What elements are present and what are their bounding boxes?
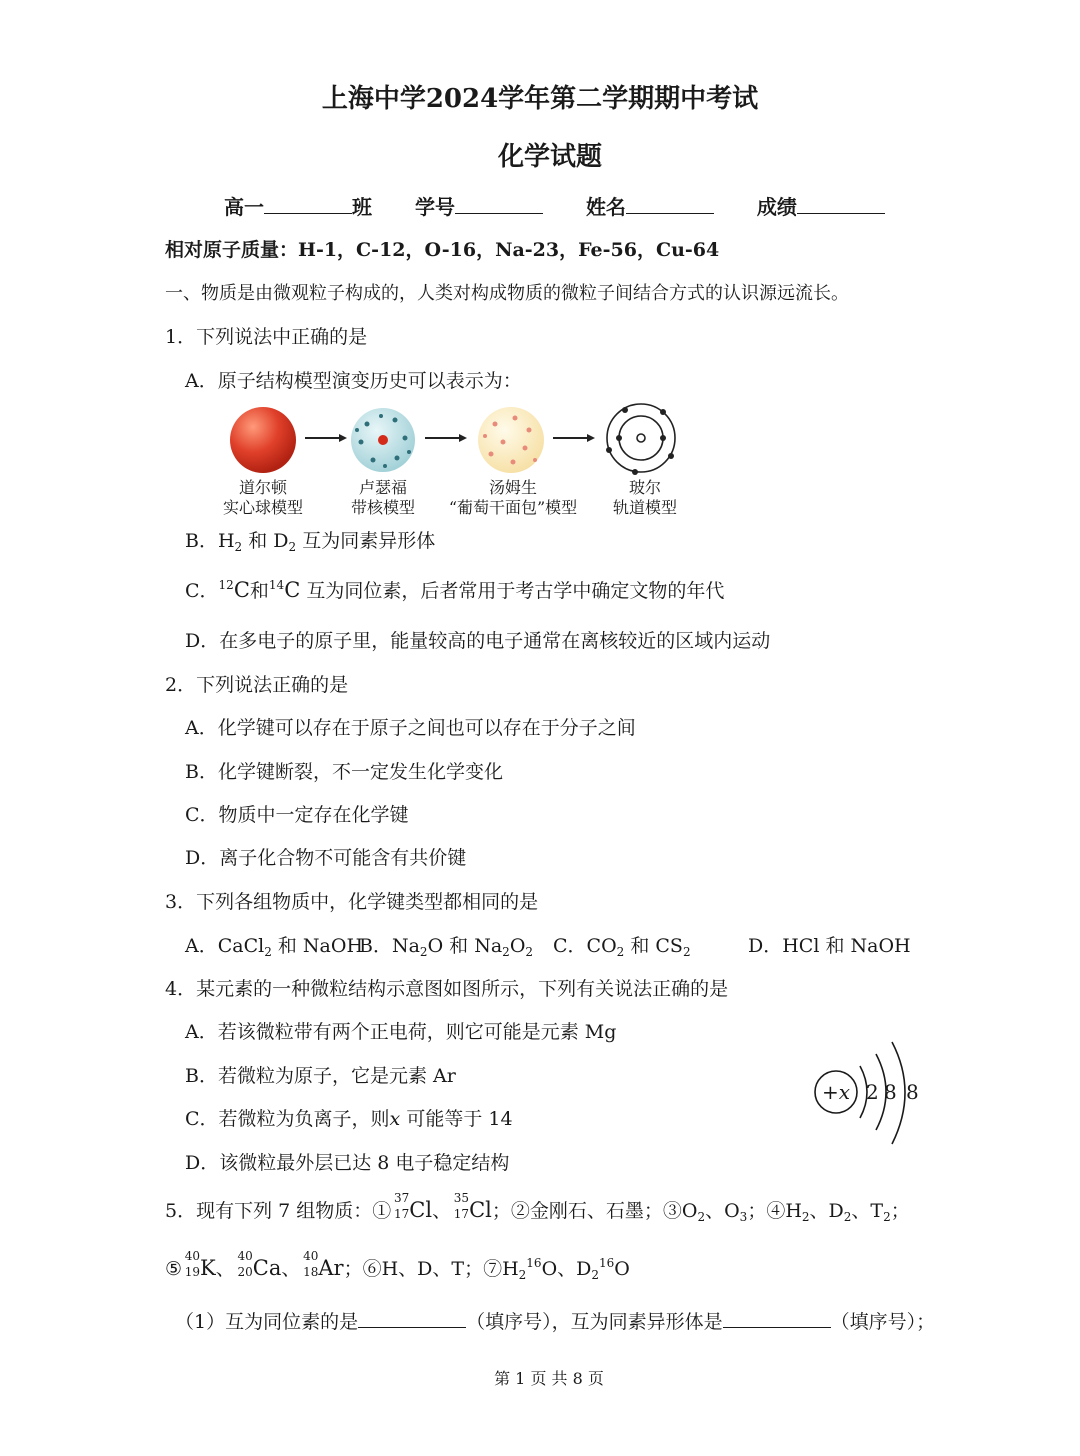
shell-2-electrons: 8 bbox=[884, 1080, 897, 1104]
q4-option-c: C．若微粒为负离子，则x 可能等于 14 bbox=[185, 1108, 513, 1130]
q4-option-d: D．该微粒最外层已达 8 电子稳定结构 bbox=[185, 1152, 510, 1174]
rutherford-model-icon bbox=[351, 408, 415, 472]
q1-option-a: A．原子结构模型演变历史可以表示为： bbox=[185, 370, 522, 392]
allotrope-answer-blank[interactable] bbox=[723, 1309, 831, 1328]
score-label: 成绩 bbox=[756, 195, 797, 219]
q5-stem-line2: ⑤ 40 19 K、 40 20 Ca、 40 18 Ar；⑥H、D、T；$⑦H_2^{16}O$、$D_2^{16}O$ bbox=[165, 1249, 630, 1282]
q2-option-a: A．化学键可以存在于原子之间也可以存在于分子之间 bbox=[185, 717, 636, 739]
q1-option-d: D．在多电子的原子里，能量较高的电子通常在离核较近的区域内运动 bbox=[185, 630, 771, 652]
q3-stem: 3．下列各组物质中，化学键类型都相同的是 bbox=[165, 891, 539, 913]
student-info-row bbox=[224, 191, 885, 220]
q1-stem: 1．下列说法中正确的是 bbox=[165, 326, 368, 348]
name-blank[interactable] bbox=[626, 195, 714, 214]
model-caption-bohr: 玻尔 轨道模型 bbox=[612, 478, 677, 517]
q1-option-b: B．$H_2$ 和 $D_2$ 互为同素异形体 bbox=[185, 530, 436, 554]
q2-option-b: B．化学键断裂，不一定发生化学变化 bbox=[185, 761, 503, 783]
nucleus-charge: +x bbox=[822, 1080, 851, 1104]
id-blank[interactable] bbox=[455, 195, 543, 214]
atom-models-figure bbox=[215, 400, 695, 480]
exam-subtitle: 化学试题 bbox=[497, 142, 602, 172]
shell-1-electrons: 2 bbox=[866, 1080, 879, 1104]
q5-sub1: （1）互为同位素的是 （填序号），互为同素异形体是 （填序号）； bbox=[175, 1311, 936, 1333]
atomic-masses: 相对原子质量：H-1，C-12，O-16，Na-23，Fe-56，Cu-64 bbox=[165, 239, 720, 261]
exam-title: 上海中学2024学年第二学期期中考试 bbox=[321, 84, 759, 114]
q3-option-a: A．CaCl$_2$ 和 NaOH bbox=[185, 935, 364, 959]
q3-option-c: C．$CO_2$ 和 $CS_2$ bbox=[553, 935, 691, 959]
q3-option-d: D．HCl 和 NaOH bbox=[748, 935, 911, 957]
id-label: 学号 bbox=[414, 195, 455, 219]
q4-option-b: B．若微粒为原子，它是元素 Ar bbox=[185, 1065, 456, 1087]
q3-option-b: B．$Na_2O$ 和 $Na_2O_2$ bbox=[359, 935, 534, 959]
q2-option-d: D．离子化合物不可能含有共价键 bbox=[185, 847, 467, 869]
q1-option-c: C．$^{12}$C和$^{14}$C 互为同位素，后者常用于考古学中确定文物的年代 bbox=[185, 578, 725, 602]
model-caption-dalton: 道尔顿 实心球模型 bbox=[222, 478, 303, 517]
name-label: 姓名 bbox=[585, 195, 626, 219]
grade-label: 高一 bbox=[224, 195, 264, 219]
class-blank[interactable] bbox=[264, 195, 352, 214]
model-caption-thomson: 汤姆生 “葡萄干面包”模型 bbox=[448, 478, 578, 517]
page-footer: 第 1 页 共 8 页 bbox=[494, 1369, 604, 1388]
dalton-model-icon bbox=[230, 407, 296, 473]
q4-option-a: A．若该微粒带有两个正电荷，则它可能是元素 Mg bbox=[185, 1021, 617, 1043]
isotope-answer-blank[interactable] bbox=[358, 1309, 466, 1328]
score-blank[interactable] bbox=[797, 195, 885, 214]
bohr-model-icon bbox=[606, 404, 675, 475]
model-caption-rutherford: 卢瑟福 带核模型 bbox=[350, 478, 415, 517]
section-1-heading: 一、物质是由微观粒子构成的，人类对构成物质的微粒子间结合方式的认识源远流长。 bbox=[165, 283, 849, 304]
shell-3-electrons: 8 bbox=[906, 1080, 919, 1104]
class-label: 班 bbox=[352, 195, 372, 219]
q2-stem: 2．下列说法正确的是 bbox=[165, 674, 349, 696]
thomson-model-icon bbox=[478, 407, 544, 473]
q4-stem: 4．某元素的一种微粒结构示意图如图所示，下列有关说法正确的是 bbox=[165, 978, 729, 1000]
q5-stem-line1: 5．现有下列 7 组物质：① 37 17 Cl、 35 17 Cl；②金刚石、石墨；$③O_2$、$O_3$；$④H_2$、$D_2$、$T_2$； bbox=[165, 1191, 910, 1224]
q2-option-c: C．物质中一定存在化学键 bbox=[185, 804, 409, 826]
